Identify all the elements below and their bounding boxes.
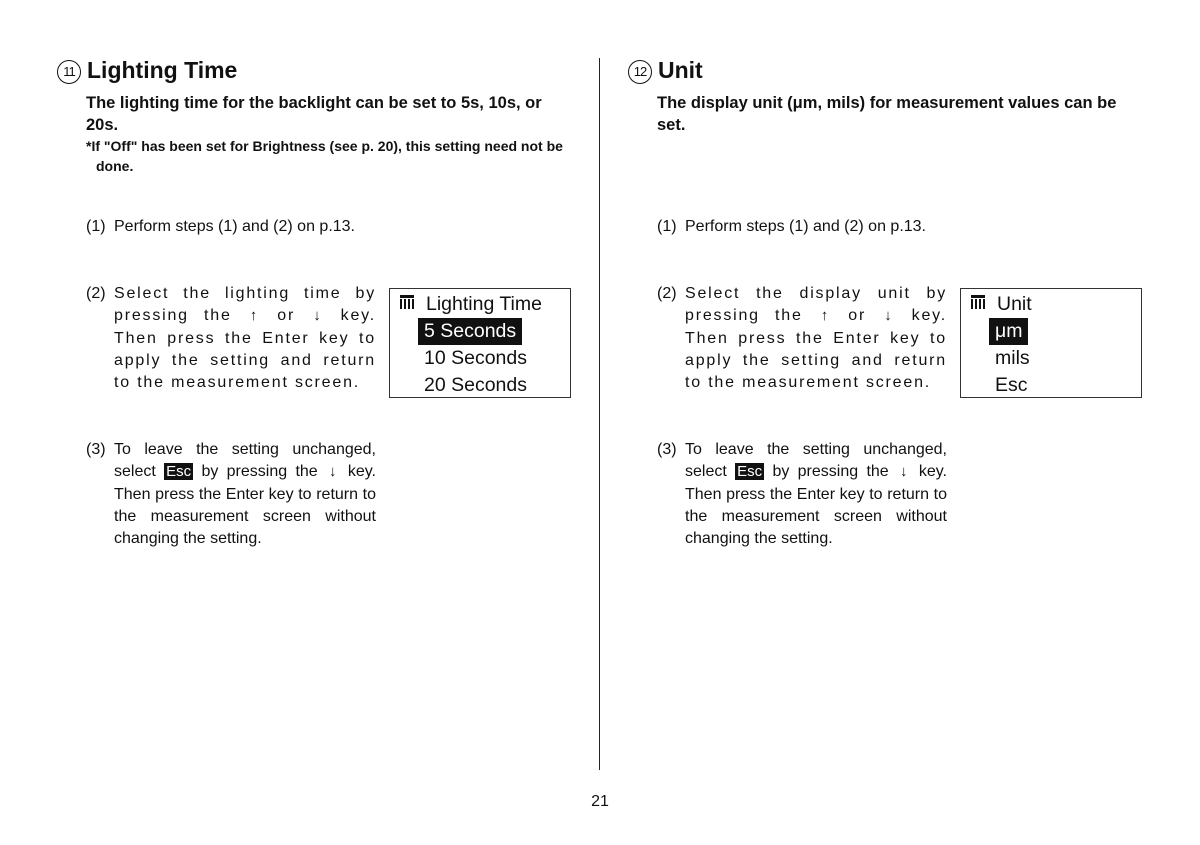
menu-grid-icon xyxy=(400,295,414,309)
down-arrow-icon: ↓ xyxy=(329,463,337,481)
step-2: (2) Select the display unit by pressing the ↑ or ↓ key. Then press the Enter key to apply the setting and return to the measurement screen. xyxy=(657,285,948,392)
up-arrow-icon: ↑ xyxy=(249,307,260,325)
section-unit xyxy=(571,0,1131,845)
up-arrow-icon: ↑ xyxy=(820,307,831,325)
step-1: (1) Perform steps (1) and (2) on p.13. xyxy=(657,218,926,235)
step-3: (3) To leave the setting unchanged, select Esc by pressing the ↓ key. Then press the Enter key to return to the measurement screen without changing the setting. xyxy=(657,441,947,548)
down-arrow-icon: ↓ xyxy=(884,307,894,325)
section-title: 11 Lighting Time xyxy=(57,56,237,84)
section-number: 11 xyxy=(57,60,81,84)
screen-option: Esc xyxy=(995,374,1028,396)
esc-chip: Esc xyxy=(737,463,763,481)
screen-option: 20 Seconds xyxy=(424,374,527,396)
screen-option-selected: 5 Seconds xyxy=(418,318,522,345)
esc-chip: Esc xyxy=(166,463,192,481)
section-note: *If "Off" has been set for Brightness (see p. 20), this setting need not be done. xyxy=(86,138,563,174)
lcd-screen-unit xyxy=(960,288,1142,398)
menu-grid-icon xyxy=(971,295,985,309)
screen-option-selected: μm xyxy=(989,318,1028,345)
step-1: (1) Perform steps (1) and (2) on p.13. xyxy=(86,218,355,235)
section-lead: The display unit (μm, mils) for measurement values can be set. xyxy=(657,94,1117,134)
screen-option: mils xyxy=(995,347,1030,369)
screen-option: 10 Seconds xyxy=(424,347,527,369)
section-title: 12 Unit xyxy=(628,56,703,84)
step-3: (3) To leave the setting unchanged, select Esc by pressing the ↓ key. Then press the Enter key to return to the measurement screen without changing the setting. xyxy=(86,441,376,548)
down-arrow-icon: ↓ xyxy=(900,463,908,481)
lcd-screen-lighting-time xyxy=(389,288,571,398)
screen-header: Lighting Time xyxy=(426,293,542,315)
section-number: 12 xyxy=(628,60,652,84)
step-2: (2) Select the lighting time by pressing the ↑ or ↓ key. Then press the Enter key to apply the setting and return to the measurement screen. xyxy=(86,285,377,392)
section-lighting-time xyxy=(0,0,563,845)
screen-header: Unit xyxy=(997,293,1032,315)
section-lead: The lighting time for the backlight can be set to 5s, 10s, or 20s. xyxy=(86,94,542,134)
page-number: 21 xyxy=(591,793,609,810)
down-arrow-icon: ↓ xyxy=(313,307,323,325)
